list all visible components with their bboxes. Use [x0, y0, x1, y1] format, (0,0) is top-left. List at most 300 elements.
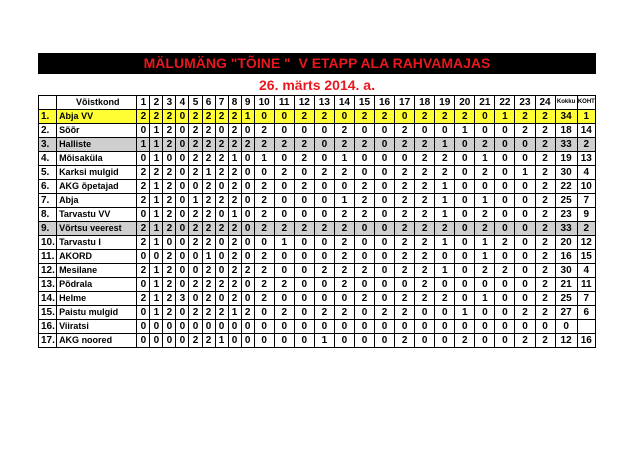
place-cell: 10 — [577, 180, 595, 194]
score-cell: 2 — [254, 250, 274, 264]
score-cell: 0 — [354, 334, 374, 348]
team-row — [39, 208, 596, 222]
round-header: 15 — [354, 96, 374, 110]
score-cell: 2 — [535, 180, 555, 194]
score-cell: 2 — [395, 138, 415, 152]
title-bar: MÄLUMÄNG "TÕINE " V ETAPP ALA RAHVAMAJAS — [38, 53, 596, 74]
score-cell: 0 — [334, 180, 354, 194]
round-header: 18 — [415, 96, 435, 110]
rank-cell: 12. — [39, 264, 57, 278]
score-cell: 0 — [495, 138, 515, 152]
total-cell: 20 — [555, 236, 577, 250]
score-cell: 2 — [415, 250, 435, 264]
score-cell: 0 — [176, 278, 189, 292]
score-cell: 1 — [137, 138, 150, 152]
score-cell: 0 — [215, 124, 228, 138]
score-cell: 1 — [334, 152, 354, 166]
score-cell: 0 — [254, 320, 274, 334]
score-cell: 0 — [202, 320, 215, 334]
score-cell: 0 — [314, 292, 334, 306]
team-name: AKORD — [57, 250, 137, 264]
score-cell: 1 — [150, 236, 163, 250]
score-cell: 0 — [375, 334, 395, 348]
score-cell: 2 — [535, 166, 555, 180]
score-cell: 2 — [254, 264, 274, 278]
score-cell: 2 — [202, 194, 215, 208]
score-cell: 2 — [535, 194, 555, 208]
score-cell: 2 — [475, 264, 495, 278]
score-cell: 0 — [314, 152, 334, 166]
score-cell: 2 — [334, 250, 354, 264]
score-cell: 2 — [202, 222, 215, 236]
score-cell: 2 — [228, 138, 241, 152]
score-cell: 0 — [455, 180, 475, 194]
score-cell: 2 — [215, 222, 228, 236]
place-cell: 7 — [577, 194, 595, 208]
score-cell: 0 — [274, 292, 294, 306]
score-cell: 0 — [475, 110, 495, 124]
score-cell: 0 — [354, 278, 374, 292]
score-cell: 0 — [274, 110, 294, 124]
score-cell: 2 — [435, 292, 455, 306]
score-cell: 2 — [415, 264, 435, 278]
score-cell: 0 — [176, 194, 189, 208]
team-name: Põdrala — [57, 278, 137, 292]
rank-cell: 1. — [39, 110, 57, 124]
total-cell: 0 — [555, 320, 577, 334]
score-cell: 2 — [334, 236, 354, 250]
score-cell: 0 — [475, 306, 495, 320]
score-cell: 1 — [475, 292, 495, 306]
score-cell: 2 — [274, 222, 294, 236]
score-cell: 2 — [415, 110, 435, 124]
score-cell: 2 — [254, 278, 274, 292]
total-cell: 30 — [555, 264, 577, 278]
score-cell: 2 — [535, 334, 555, 348]
score-cell: 2 — [395, 306, 415, 320]
score-cell: 2 — [228, 250, 241, 264]
rank-cell: 13. — [39, 278, 57, 292]
place-cell: 11 — [577, 278, 595, 292]
score-cell: 0 — [515, 292, 535, 306]
score-cell: 2 — [535, 222, 555, 236]
score-cell: 0 — [435, 320, 455, 334]
score-cell: 0 — [415, 124, 435, 138]
score-cell: 1 — [202, 166, 215, 180]
score-cell: 0 — [176, 124, 189, 138]
score-cell: 2 — [354, 180, 374, 194]
score-cell: 0 — [176, 152, 189, 166]
round-header: 16 — [375, 96, 395, 110]
score-cell: 0 — [495, 222, 515, 236]
score-cell: 2 — [475, 208, 495, 222]
score-cell: 1 — [228, 208, 241, 222]
score-cell: 0 — [515, 250, 535, 264]
score-cell: 0 — [375, 222, 395, 236]
score-cell: 2 — [163, 250, 176, 264]
score-cell: 0 — [189, 180, 202, 194]
score-cell: 1 — [435, 194, 455, 208]
score-cell: 2 — [354, 208, 374, 222]
score-cell: 0 — [294, 292, 314, 306]
score-cell: 0 — [274, 250, 294, 264]
score-cell: 0 — [215, 236, 228, 250]
score-cell: 2 — [228, 180, 241, 194]
score-cell: 2 — [202, 180, 215, 194]
score-cell: 2 — [163, 124, 176, 138]
score-cell: 1 — [215, 334, 228, 348]
score-cell: 0 — [515, 222, 535, 236]
team-row — [39, 320, 596, 334]
score-cell: 0 — [137, 152, 150, 166]
score-cell: 0 — [354, 250, 374, 264]
team-name: Karksi mulgid — [57, 166, 137, 180]
place-cell: 1 — [577, 110, 595, 124]
score-cell: 1 — [150, 264, 163, 278]
score-cell: 0 — [395, 320, 415, 334]
score-cell: 0 — [137, 124, 150, 138]
rank-cell: 4. — [39, 152, 57, 166]
round-header: 11 — [274, 96, 294, 110]
score-cell: 0 — [254, 306, 274, 320]
score-cell: 0 — [495, 292, 515, 306]
team-name: Mõisaküla — [57, 152, 137, 166]
score-cell: 2 — [435, 166, 455, 180]
score-cell: 2 — [334, 138, 354, 152]
total-cell: 33 — [555, 138, 577, 152]
score-cell: 0 — [415, 334, 435, 348]
team-name: Mesilane — [57, 264, 137, 278]
score-cell: 2 — [294, 152, 314, 166]
score-cell: 2 — [189, 278, 202, 292]
score-cell: 0 — [495, 194, 515, 208]
score-cell: 1 — [475, 152, 495, 166]
score-cell: 0 — [241, 166, 254, 180]
score-cell: 0 — [395, 278, 415, 292]
score-cell: 2 — [202, 152, 215, 166]
score-cell: 0 — [495, 152, 515, 166]
score-cell: 2 — [137, 166, 150, 180]
score-cell: 2 — [415, 208, 435, 222]
score-cell: 0 — [274, 124, 294, 138]
header-row — [39, 96, 596, 110]
score-cell: 2 — [354, 110, 374, 124]
score-cell: 0 — [163, 334, 176, 348]
score-cell: 2 — [415, 236, 435, 250]
score-cell: 0 — [241, 152, 254, 166]
score-cell: 2 — [395, 222, 415, 236]
score-cell: 1 — [435, 138, 455, 152]
score-cell: 0 — [176, 110, 189, 124]
team-row — [39, 152, 596, 166]
score-cell: 1 — [228, 306, 241, 320]
score-cell: 2 — [415, 152, 435, 166]
score-cell: 0 — [294, 250, 314, 264]
score-cell: 2 — [228, 236, 241, 250]
score-cell: 0 — [375, 124, 395, 138]
place-cell: 2 — [577, 138, 595, 152]
score-cell: 1 — [150, 306, 163, 320]
score-cell: 2 — [395, 166, 415, 180]
score-cell: 2 — [189, 166, 202, 180]
score-cell: 0 — [241, 222, 254, 236]
rank-cell: 2. — [39, 124, 57, 138]
score-cell: 1 — [515, 166, 535, 180]
score-cell: 2 — [395, 124, 415, 138]
round-header: 17 — [395, 96, 415, 110]
place-cell: 16 — [577, 334, 595, 348]
score-cell: 2 — [228, 222, 241, 236]
score-cell: 2 — [215, 166, 228, 180]
team-name: Abja VV — [57, 110, 137, 124]
team-name: Sõõr — [57, 124, 137, 138]
team-name: Halliste — [57, 138, 137, 152]
score-cell: 0 — [241, 334, 254, 348]
score-cell: 2 — [163, 222, 176, 236]
score-cell: 0 — [294, 166, 314, 180]
score-cell: 2 — [314, 222, 334, 236]
score-cell: 2 — [202, 334, 215, 348]
place-cell: 7 — [577, 292, 595, 306]
score-cell: 1 — [475, 236, 495, 250]
score-cell: 2 — [189, 222, 202, 236]
score-cell: 2 — [189, 152, 202, 166]
score-cell: 0 — [455, 320, 475, 334]
score-cell: 2 — [163, 306, 176, 320]
score-cell: 1 — [334, 194, 354, 208]
score-cell: 2 — [215, 306, 228, 320]
score-cell: 0 — [475, 124, 495, 138]
score-cell: 0 — [176, 334, 189, 348]
score-cell: 0 — [455, 222, 475, 236]
score-cell: 0 — [375, 320, 395, 334]
score-cell: 2 — [228, 278, 241, 292]
score-cell: 2 — [254, 208, 274, 222]
score-cell: 0 — [274, 152, 294, 166]
score-cell: 0 — [150, 320, 163, 334]
score-cell: 2 — [241, 264, 254, 278]
score-cell: 1 — [495, 110, 515, 124]
score-cell: 2 — [189, 236, 202, 250]
score-cell: 0 — [314, 278, 334, 292]
score-cell: 0 — [254, 334, 274, 348]
score-cell: 0 — [435, 334, 455, 348]
round-header: 21 — [475, 96, 495, 110]
score-cell: 2 — [334, 222, 354, 236]
score-cell: 0 — [435, 306, 455, 320]
score-cell: 0 — [314, 194, 334, 208]
score-cell: 2 — [515, 124, 535, 138]
score-cell: 2 — [163, 292, 176, 306]
score-cell: 0 — [176, 166, 189, 180]
score-cell: 0 — [215, 292, 228, 306]
place-cell: 6 — [577, 306, 595, 320]
score-cell: 2 — [294, 138, 314, 152]
score-cell: 2 — [254, 124, 274, 138]
place-cell: 4 — [577, 166, 595, 180]
score-cell: 0 — [375, 264, 395, 278]
score-cell: 0 — [314, 138, 334, 152]
score-cell: 0 — [294, 194, 314, 208]
score-cell: 0 — [176, 180, 189, 194]
score-cell: 0 — [334, 292, 354, 306]
score-cell: 0 — [455, 250, 475, 264]
score-cell: 2 — [163, 278, 176, 292]
score-cell: 0 — [495, 208, 515, 222]
score-cell: 0 — [435, 250, 455, 264]
score-cell: 0 — [176, 208, 189, 222]
score-cell: 2 — [395, 264, 415, 278]
score-cell: 2 — [202, 306, 215, 320]
score-cell: 0 — [515, 138, 535, 152]
score-cell: 2 — [215, 138, 228, 152]
score-cell: 0 — [215, 208, 228, 222]
place-header: KOHT — [577, 96, 595, 110]
score-cell: 2 — [137, 222, 150, 236]
score-cell: 2 — [314, 110, 334, 124]
score-cell: 1 — [435, 236, 455, 250]
score-cell: 2 — [535, 236, 555, 250]
total-cell: 21 — [555, 278, 577, 292]
score-cell: 0 — [274, 180, 294, 194]
score-cell: 0 — [137, 250, 150, 264]
score-cell: 0 — [455, 264, 475, 278]
score-cell: 0 — [515, 194, 535, 208]
score-cell: 0 — [274, 208, 294, 222]
score-cell: 0 — [375, 166, 395, 180]
score-cell: 2 — [375, 110, 395, 124]
score-cell: 2 — [228, 264, 241, 278]
score-cell: 0 — [455, 292, 475, 306]
score-cell: 2 — [515, 110, 535, 124]
score-cell: 0 — [294, 264, 314, 278]
round-header: 13 — [314, 96, 334, 110]
score-cell: 0 — [189, 292, 202, 306]
score-cell: 0 — [435, 124, 455, 138]
score-cell: 0 — [334, 110, 354, 124]
score-cell: 2 — [228, 124, 241, 138]
team-name: Tarvastu I — [57, 236, 137, 250]
score-cell: 1 — [150, 194, 163, 208]
score-cell: 0 — [241, 278, 254, 292]
rank-header — [39, 96, 57, 110]
score-cell: 1 — [189, 194, 202, 208]
score-cell: 0 — [495, 180, 515, 194]
score-cell: 2 — [254, 194, 274, 208]
score-cell: 2 — [228, 166, 241, 180]
round-header: 8 — [228, 96, 241, 110]
team-row — [39, 292, 596, 306]
total-cell: 30 — [555, 166, 577, 180]
total-cell: 23 — [555, 208, 577, 222]
score-cell: 2 — [314, 306, 334, 320]
score-cell: 1 — [202, 250, 215, 264]
score-cell: 2 — [334, 264, 354, 278]
score-cell: 2 — [189, 138, 202, 152]
total-cell: 25 — [555, 292, 577, 306]
total-cell: 16 — [555, 250, 577, 264]
total-cell: 22 — [555, 180, 577, 194]
score-cell: 2 — [535, 208, 555, 222]
score-cell: 0 — [435, 278, 455, 292]
score-cell: 2 — [495, 236, 515, 250]
score-cell: 2 — [535, 292, 555, 306]
score-cell: 2 — [137, 110, 150, 124]
score-cell: 2 — [189, 110, 202, 124]
round-header: 4 — [176, 96, 189, 110]
score-cell: 0 — [189, 264, 202, 278]
score-cell: 2 — [455, 334, 475, 348]
score-cell: 2 — [415, 180, 435, 194]
score-cell: 2 — [202, 264, 215, 278]
round-header: 10 — [254, 96, 274, 110]
place-cell: 13 — [577, 152, 595, 166]
score-cell: 1 — [150, 152, 163, 166]
team-row — [39, 138, 596, 152]
score-cell: 0 — [515, 278, 535, 292]
score-cell: 0 — [455, 152, 475, 166]
event-date: 26. märts 2014. a. — [259, 77, 375, 93]
score-cell: 2 — [415, 278, 435, 292]
score-cell: 0 — [375, 194, 395, 208]
score-cell: 0 — [314, 236, 334, 250]
total-cell: 19 — [555, 152, 577, 166]
score-cell: 2 — [215, 194, 228, 208]
place-cell — [577, 320, 595, 334]
score-cell: 2 — [535, 110, 555, 124]
score-cell: 0 — [495, 124, 515, 138]
score-cell: 1 — [435, 264, 455, 278]
score-cell: 2 — [274, 278, 294, 292]
score-cell: 0 — [495, 320, 515, 334]
score-cell: 0 — [415, 306, 435, 320]
total-cell: 27 — [555, 306, 577, 320]
score-cell: 0 — [475, 320, 495, 334]
score-cell: 0 — [241, 124, 254, 138]
place-cell: 15 — [577, 250, 595, 264]
score-cell: 2 — [202, 124, 215, 138]
score-cell: 1 — [150, 138, 163, 152]
score-cell: 2 — [334, 208, 354, 222]
score-cell: 0 — [415, 320, 435, 334]
score-cell: 2 — [241, 138, 254, 152]
score-cell: 2 — [202, 138, 215, 152]
round-header: 2 — [150, 96, 163, 110]
score-cell: 0 — [137, 306, 150, 320]
team-header: Võistkond — [57, 96, 137, 110]
round-header: 9 — [241, 96, 254, 110]
score-cell: 2 — [254, 222, 274, 236]
score-cell: 2 — [254, 292, 274, 306]
score-cell: 1 — [150, 124, 163, 138]
score-cell: 0 — [241, 194, 254, 208]
score-cell: 2 — [475, 222, 495, 236]
score-cell: 1 — [150, 278, 163, 292]
score-cell: 2 — [163, 138, 176, 152]
score-cell: 2 — [137, 194, 150, 208]
score-cell: 2 — [163, 166, 176, 180]
score-cell: 0 — [515, 236, 535, 250]
score-cell: 1 — [475, 194, 495, 208]
team-row — [39, 334, 596, 348]
score-cell: 2 — [294, 110, 314, 124]
team-name: Helme — [57, 292, 137, 306]
score-cell: 1 — [455, 124, 475, 138]
score-cell: 0 — [314, 250, 334, 264]
score-cell: 1 — [435, 208, 455, 222]
round-header: 24 — [535, 96, 555, 110]
score-cell: 2 — [535, 250, 555, 264]
